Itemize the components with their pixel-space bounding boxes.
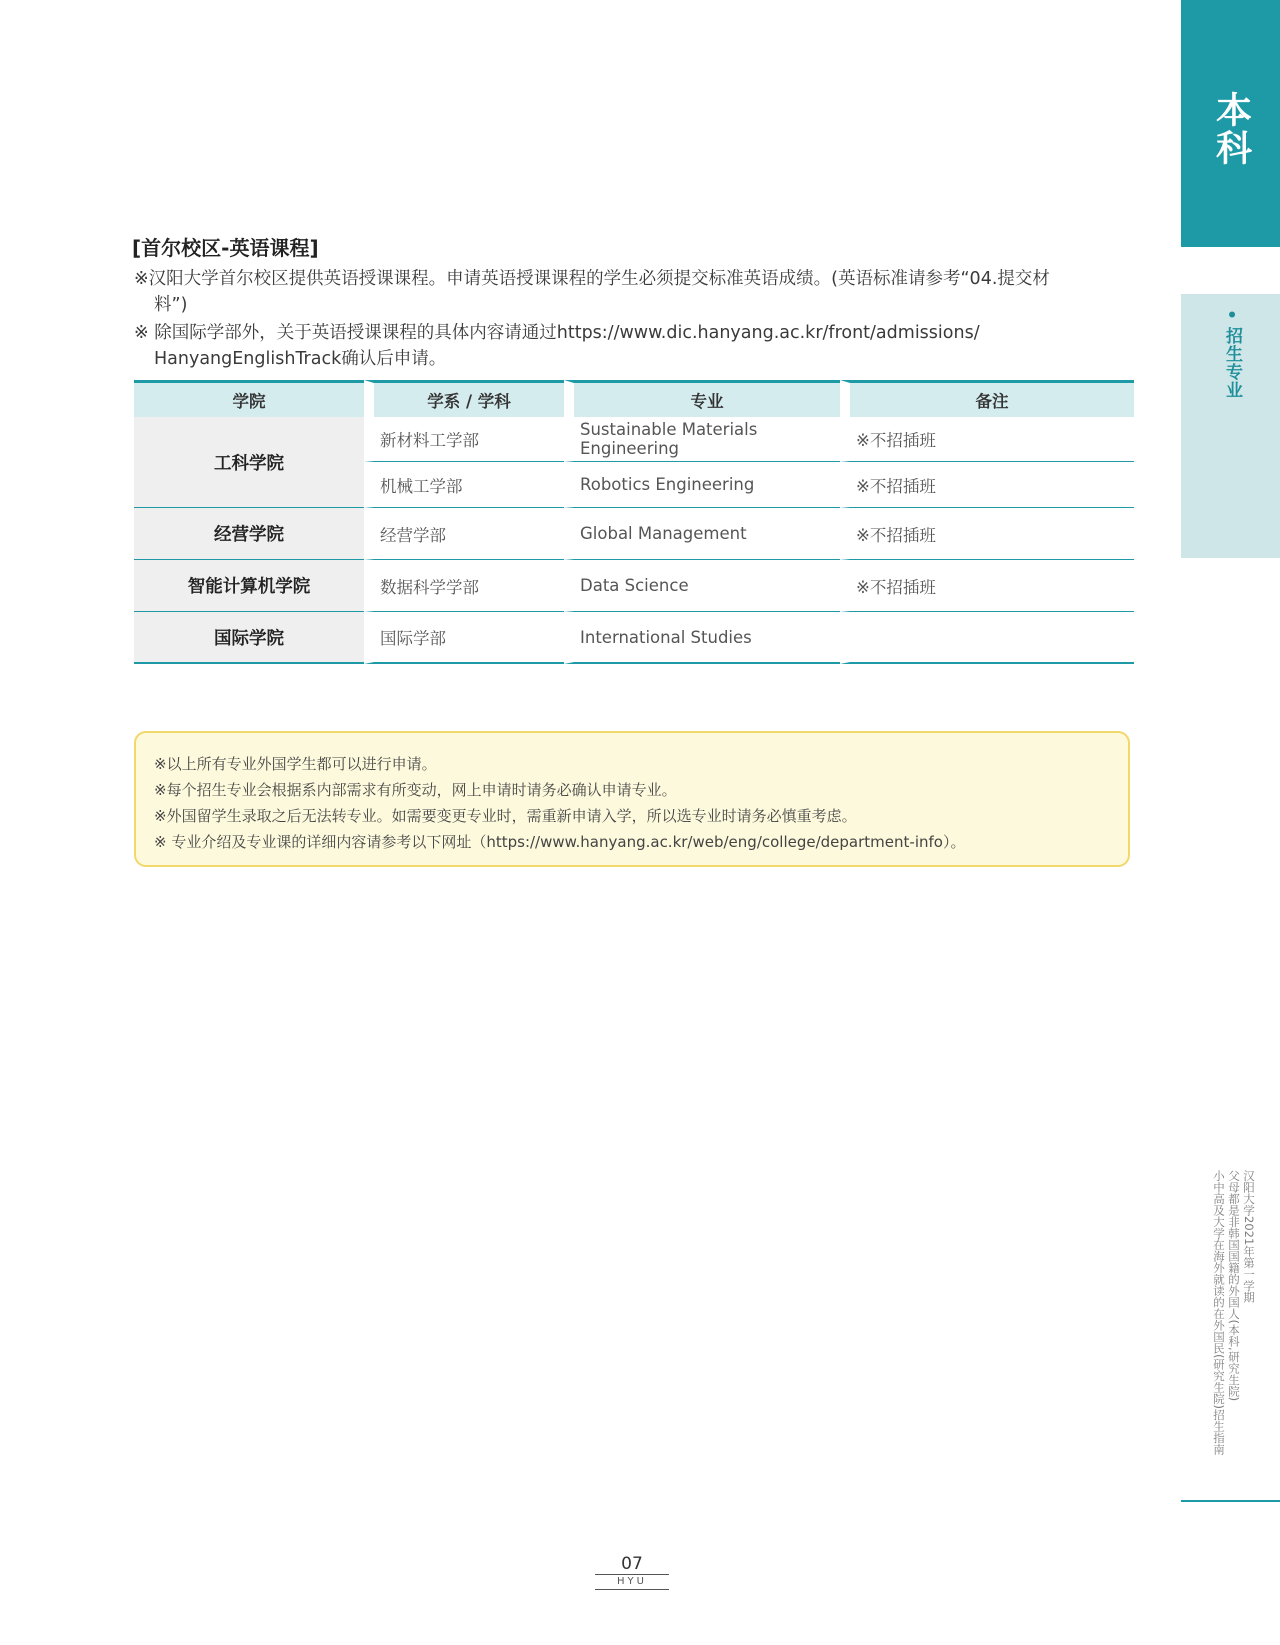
page-number: 07 bbox=[621, 1554, 643, 1574]
table-row bbox=[134, 612, 1134, 664]
side-caption-line: 汉阳大学2021年第一学期 bbox=[1242, 1170, 1256, 1303]
notice-item: ※外国留学生录取之后无法转专业。如需要变更专业时，需重新申请入学，所以选专业时请务必慎重考虑。 bbox=[154, 807, 857, 825]
college-cell: 国际学院 bbox=[134, 612, 364, 664]
remark-cell: ※不招插班 bbox=[840, 508, 1134, 560]
department-cell: 国际学部 bbox=[364, 612, 564, 664]
note-mark: ※ bbox=[134, 269, 149, 289]
side-caption-line: 父母都是非韩国国籍的外国人(本科,研究生院) bbox=[1227, 1170, 1241, 1402]
major-cell: International Studies bbox=[564, 612, 840, 664]
subcategory-tab-label: •招生专业 bbox=[1222, 306, 1242, 399]
department-cell: 数据科学学部 bbox=[364, 560, 564, 612]
major-cell: Robotics Engineering bbox=[564, 462, 840, 508]
table-row bbox=[134, 417, 1134, 462]
note-text-continued: 料”) bbox=[154, 295, 188, 315]
note-text: 汉阳大学首尔校区提供英语授课课程。申请英语授课课程的学生必须提交标准英语成绩。(英语标准请参考“04.提交材 bbox=[148, 269, 1050, 289]
page-brand-logo: HYU bbox=[595, 1574, 669, 1590]
category-tab-label: 本科 bbox=[1210, 91, 1252, 167]
remark-cell: ※不招插班 bbox=[840, 417, 1134, 462]
notice-box bbox=[134, 731, 1130, 867]
header-college: 学院 bbox=[134, 380, 364, 417]
header-department: 学系 / 学科 bbox=[364, 380, 564, 417]
notice-item: ※ 专业介绍及专业课的详细内容请参考以下网址（https://www.hanyang.ac.kr/web/eng/college/department-info）。 bbox=[154, 833, 966, 851]
college-cell: 智能计算机学院 bbox=[134, 560, 364, 612]
side-caption bbox=[1196, 1170, 1256, 1490]
subcategory-tab-majors bbox=[1181, 294, 1280, 558]
remark-cell bbox=[840, 612, 1134, 664]
note-text: 除国际学部外，关于英语授课课程的具体内容请通过https://www.dic.hanyang.ac.kr/front/admissions/ bbox=[154, 323, 980, 343]
notice-item: ※以上所有专业外国学生都可以进行申请。 bbox=[154, 755, 437, 773]
major-cell: Sustainable Materials Engineering bbox=[564, 417, 840, 462]
department-cell: 新材料工学部 bbox=[364, 417, 564, 462]
department-cell: 经营学部 bbox=[364, 508, 564, 560]
header-major: 专业 bbox=[564, 380, 840, 417]
note-mark: ※ bbox=[134, 323, 149, 343]
remark-cell: ※不招插班 bbox=[840, 560, 1134, 612]
major-cell: Data Science bbox=[564, 560, 840, 612]
header-remark: 备注 bbox=[840, 380, 1134, 417]
department-cell: 机械工学部 bbox=[364, 462, 564, 508]
table-row bbox=[134, 560, 1134, 612]
side-divider bbox=[1181, 1500, 1280, 1502]
category-tab-undergraduate bbox=[1181, 0, 1280, 247]
note-text-continued: HanyangEnglishTrack确认后申请。 bbox=[154, 349, 447, 369]
table-header-row bbox=[134, 380, 1134, 417]
note-english-score bbox=[134, 266, 1134, 318]
section-title: [首尔校区-英语课程] bbox=[132, 236, 319, 260]
majors-table bbox=[134, 380, 1134, 664]
table-row bbox=[134, 508, 1134, 560]
college-cell: 工科学院 bbox=[134, 417, 364, 508]
side-caption-line: 小中高及大学在海外就读的在外国民(研究生院)招生指南 bbox=[1212, 1170, 1226, 1455]
remark-cell: ※不招插班 bbox=[840, 462, 1134, 508]
college-cell: 经营学院 bbox=[134, 508, 364, 560]
note-english-track-link bbox=[134, 320, 1134, 372]
major-cell: Global Management bbox=[564, 508, 840, 560]
notice-item: ※每个招生专业会根据系内部需求有所变动，网上申请时请务必确认申请专业。 bbox=[154, 781, 677, 799]
